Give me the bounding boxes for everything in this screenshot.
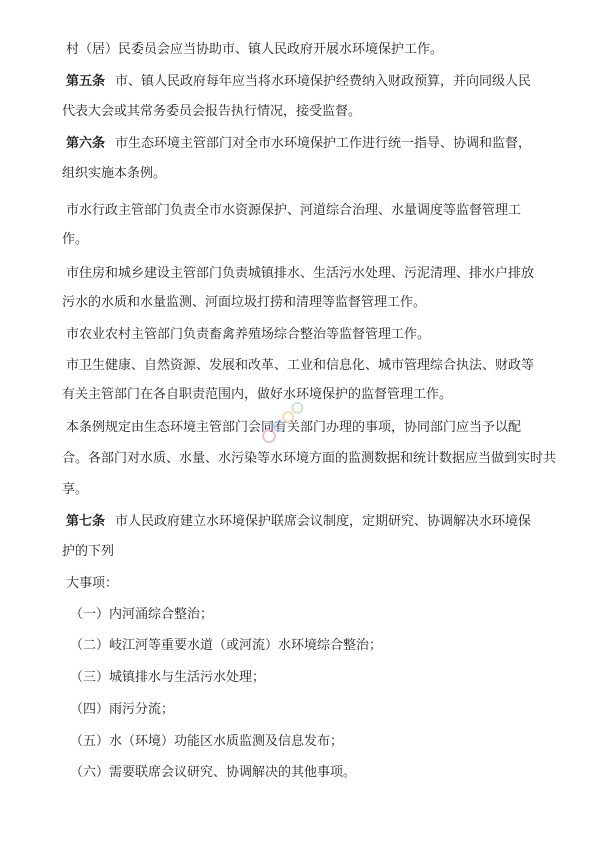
article-title: 第七条 — [66, 514, 106, 529]
list-item — [0, 638, 595, 654]
paragraph-line — [0, 482, 595, 498]
paragraph-line — [0, 451, 595, 467]
text-line: 代表大会或其常务委员会报告执行情况，接受监督。 — [62, 104, 362, 119]
paragraph-line — [0, 166, 595, 182]
list-item — [0, 765, 595, 781]
text-line: 污水的水质和水量监测、河面垃圾打捞和清理等监督管理工作。 — [62, 295, 427, 310]
article-6 — [0, 136, 595, 152]
text-line: 村（居）民委员会应当协助市、镇人民政府开展水环境保护工作。 — [66, 42, 444, 57]
text-line: 大事项： — [66, 576, 119, 591]
text-line: 市卫生健康、自然资源、发展和改革、工业和信息化、城市管理综合执法、财政等 — [66, 358, 535, 373]
text-line: 合。各部门对水质、水量、水污染等水环境方面的监测数据和统计数据应当做到实时共 — [62, 451, 557, 466]
text-line: 作。 — [62, 232, 89, 247]
list-item-text: （六）需要联席会议研究、协调解决的其他事项。 — [70, 765, 357, 780]
paragraph-line — [0, 420, 595, 436]
paragraph-line — [0, 358, 595, 374]
text-line: 护的下列 — [62, 544, 115, 559]
article-title: 第六条 — [66, 136, 106, 151]
text-line: 有关主管部门在各自职责范围内，做好水环境保护的监督管理工作。 — [62, 387, 453, 402]
article-5 — [0, 74, 595, 90]
paragraph-line — [0, 232, 595, 248]
article-text: 市、镇人民政府每年应当将水环境保护经费纳入财政预算，并向同级人民 — [115, 74, 532, 89]
list-item-text: （五）水（环境）功能区水质监测及信息发布； — [70, 734, 344, 749]
text-line: 享。 — [62, 482, 89, 497]
list-item-text: （一）内河涌综合整治； — [70, 607, 214, 622]
article-text: 市人民政府建立水环境保护联席会议制度，定期研究、协调解决水环境保 — [115, 514, 532, 529]
list-item — [0, 607, 595, 623]
article-7 — [0, 514, 595, 530]
text-line: 市住房和城乡建设主管部门负责城镇排水、生活污水处理、污泥清理、排水户排放 — [66, 266, 535, 281]
paragraph-line — [0, 544, 595, 560]
paragraph-line — [0, 42, 595, 58]
paragraph-line — [0, 203, 595, 219]
text-line: 市农业农村主管部门负责畜禽养殖场综合整治等监督管理工作。 — [66, 327, 431, 342]
list-item — [0, 702, 595, 718]
text-line: 本条例规定由生态环境主管部门会同有关部门办理的事项，协同部门应当予以配 — [66, 420, 522, 435]
text-line: 组织实施本条例。 — [62, 166, 167, 181]
paragraph-line — [0, 327, 595, 343]
text-line: 市水行政主管部门负责全市水资源保护、河道综合治理、水量调度等监督管理工 — [66, 203, 522, 218]
paragraph-line — [0, 387, 595, 403]
list-item — [0, 734, 595, 750]
list-item-text: （三）城镇排水与生活污水处理； — [70, 670, 266, 685]
paragraph-line — [0, 266, 595, 282]
list-intro — [0, 576, 595, 592]
paragraph-line — [0, 104, 595, 120]
article-text: 市生态环境主管部门对全市水环境保护工作进行统一指导、协调和监督， — [115, 136, 532, 151]
list-item-text: （四）雨污分流； — [70, 702, 175, 717]
list-item-text: （二）岐江河等重要水道（或河流）水环境综合整治； — [70, 638, 383, 653]
list-item — [0, 670, 595, 686]
article-title: 第五条 — [66, 74, 106, 89]
paragraph-line — [0, 295, 595, 311]
